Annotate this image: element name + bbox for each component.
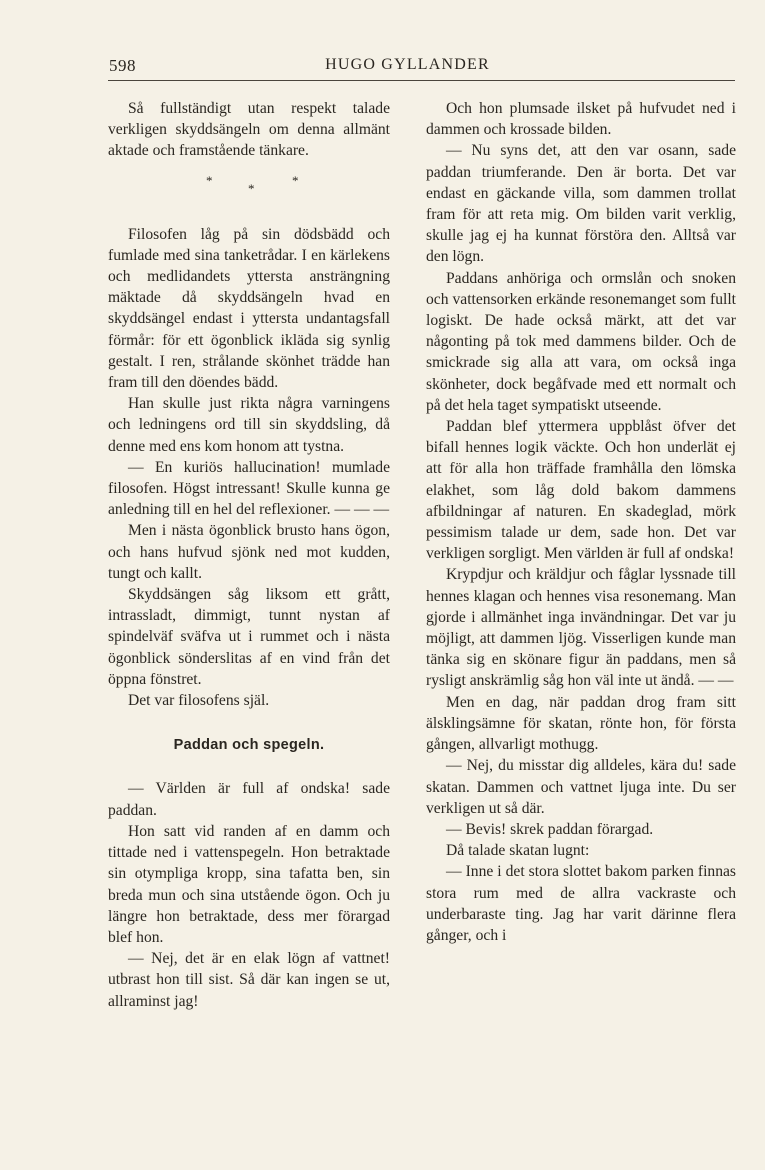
paragraph: — Nu syns det, att den var osann, sade paddan triumferande. Den är borta. Det var endast en gäckande villa, som dammen trollat fram för att reta mig. Om bilden varit verklig, skulle jag ej ha kunnat förstöra den. Alltså var den lögn. bbox=[426, 142, 736, 266]
paragraph: Men en dag, när paddan drog fram sitt älsklingsämne för skatan, rönte hon, för första gången, allvarligt mothugg. bbox=[426, 693, 736, 754]
paragraph: — Nej, du misstar dig alldeles, kära du! sade skatan. Dammen och vattnet ljuga inte. Du ser verkligen ut så där. bbox=[426, 757, 736, 817]
paragraph: Då talade skatan lugnt: bbox=[446, 842, 590, 860]
paragraph: Men i nästa ögonblick brusto hans ögon, och hans hufvud sjönk ned mot kudden, tungt och kallt. bbox=[108, 522, 390, 582]
asterism bbox=[108, 162, 390, 224]
paragraph: Det var filosofens själ. bbox=[128, 692, 270, 710]
star: * bbox=[206, 172, 213, 188]
paragraph: — Inne i det stora slottet bakom parken finnas stora rum med de allra vackraste och underbaraste ting. Jag har varit därinne flera gånger, och i bbox=[426, 863, 736, 944]
paragraph: Paddans anhöriga och ormslån och snoken och vattensorken erkände resonemanget som fullt logiskt. De hade också märkt, att det var någonting på tok med dammens bilder. Och de smickrade sig alla att vara, om också inga skönheter, dock begåfvade med ett normalt och på det hela taget sympatiskt utseende. bbox=[426, 269, 736, 414]
paragraph: Hon satt vid randen af en damm och tittade ned i vattenspegeln. Hon betraktade sin otympliga kropp, sina tafatta ben, sin breda mun och sina utstående ögon. Och ju längre hon betraktade, dess mer förargad blef hon. bbox=[108, 822, 390, 946]
paragraph: Krypdjur och kräldjur och fåglar lyssnade till hennes klagan och hennes visa resonemang. Man gjorde i allmänhet inga invändningar. Det var ju möjligt, att dammen ljög. Visserligen kunde man tänka sig en skönare figur än paddans, men så rysligt anskrämlig såg hon väl inte ut ändå. — — bbox=[426, 566, 736, 690]
running-head: HUGO GYLLANDER bbox=[325, 56, 490, 73]
paragraph: Skyddsängen såg liksom ett grått, intrassladt, dimmigt, tunnt nystan af spindelväf sväfva ut i rummet och i nästa ögonblick sönderslitas af en vind från det öppna fönstret. bbox=[108, 586, 390, 688]
paragraph: — Bevis! skrek paddan förargad. bbox=[446, 820, 654, 838]
page-number: 598 bbox=[109, 56, 136, 75]
paragraph: — Nej, det är en elak lögn af vattnet! utbrast hon till sist. Så där kan ingen se ut, allraminst jag! bbox=[108, 950, 390, 1010]
header-rule bbox=[108, 80, 735, 81]
paragraph: Han skulle just rikta några varningens och ledningens ord till sin skyddsling, då denne med ens kom honom att tystna. bbox=[108, 395, 390, 455]
left-column bbox=[108, 98, 390, 1012]
star: * bbox=[292, 172, 299, 188]
paragraph: Paddan blef yttermera uppblåst öfver det bifall hennes logik väckte. Och hon underlät ej att för alla hon träffade framhålla den lömska elakhet, som låg dold bakom dammens afbildningar af naturen. En skadeglad, mörk pessimism talade ur dem, sade hon. Det var verkligen sorgligt. Men världen är full af ondska! bbox=[426, 418, 736, 563]
paragraph: — Världen är full af ondska! sade paddan. bbox=[108, 780, 390, 819]
paragraph: Och hon plumsade ilsket på hufvudet ned i dammen och krossade bilden. bbox=[426, 100, 736, 139]
paragraph: — En kuriös hallucination! mumlade filosofen. Högst intressant! Skulle kunna ge anledning till en hel del reflexioner. — — — bbox=[108, 458, 390, 519]
right-column bbox=[426, 98, 736, 946]
section-title: Paddan och spegeln. bbox=[173, 737, 325, 754]
paragraph: Filosofen låg på sin dödsbädd och fumlade med sina tanketrådar. I en kärlekens och medlidandets yttersta ansträngning mäktade då skyddsängeln hvad en skyddsängel endast i yttersta undantagsfall förmår: för ett ögonblick ikläda sig synlig gestalt. I ren, strålande skönhet trädde han fram till den döendes bädd. bbox=[108, 225, 390, 392]
star: * bbox=[248, 180, 255, 196]
paragraph: Så fullständigt utan respekt talade verkligen skyddsängeln om denna allmänt aktade och framstående tänkare. bbox=[108, 100, 390, 160]
